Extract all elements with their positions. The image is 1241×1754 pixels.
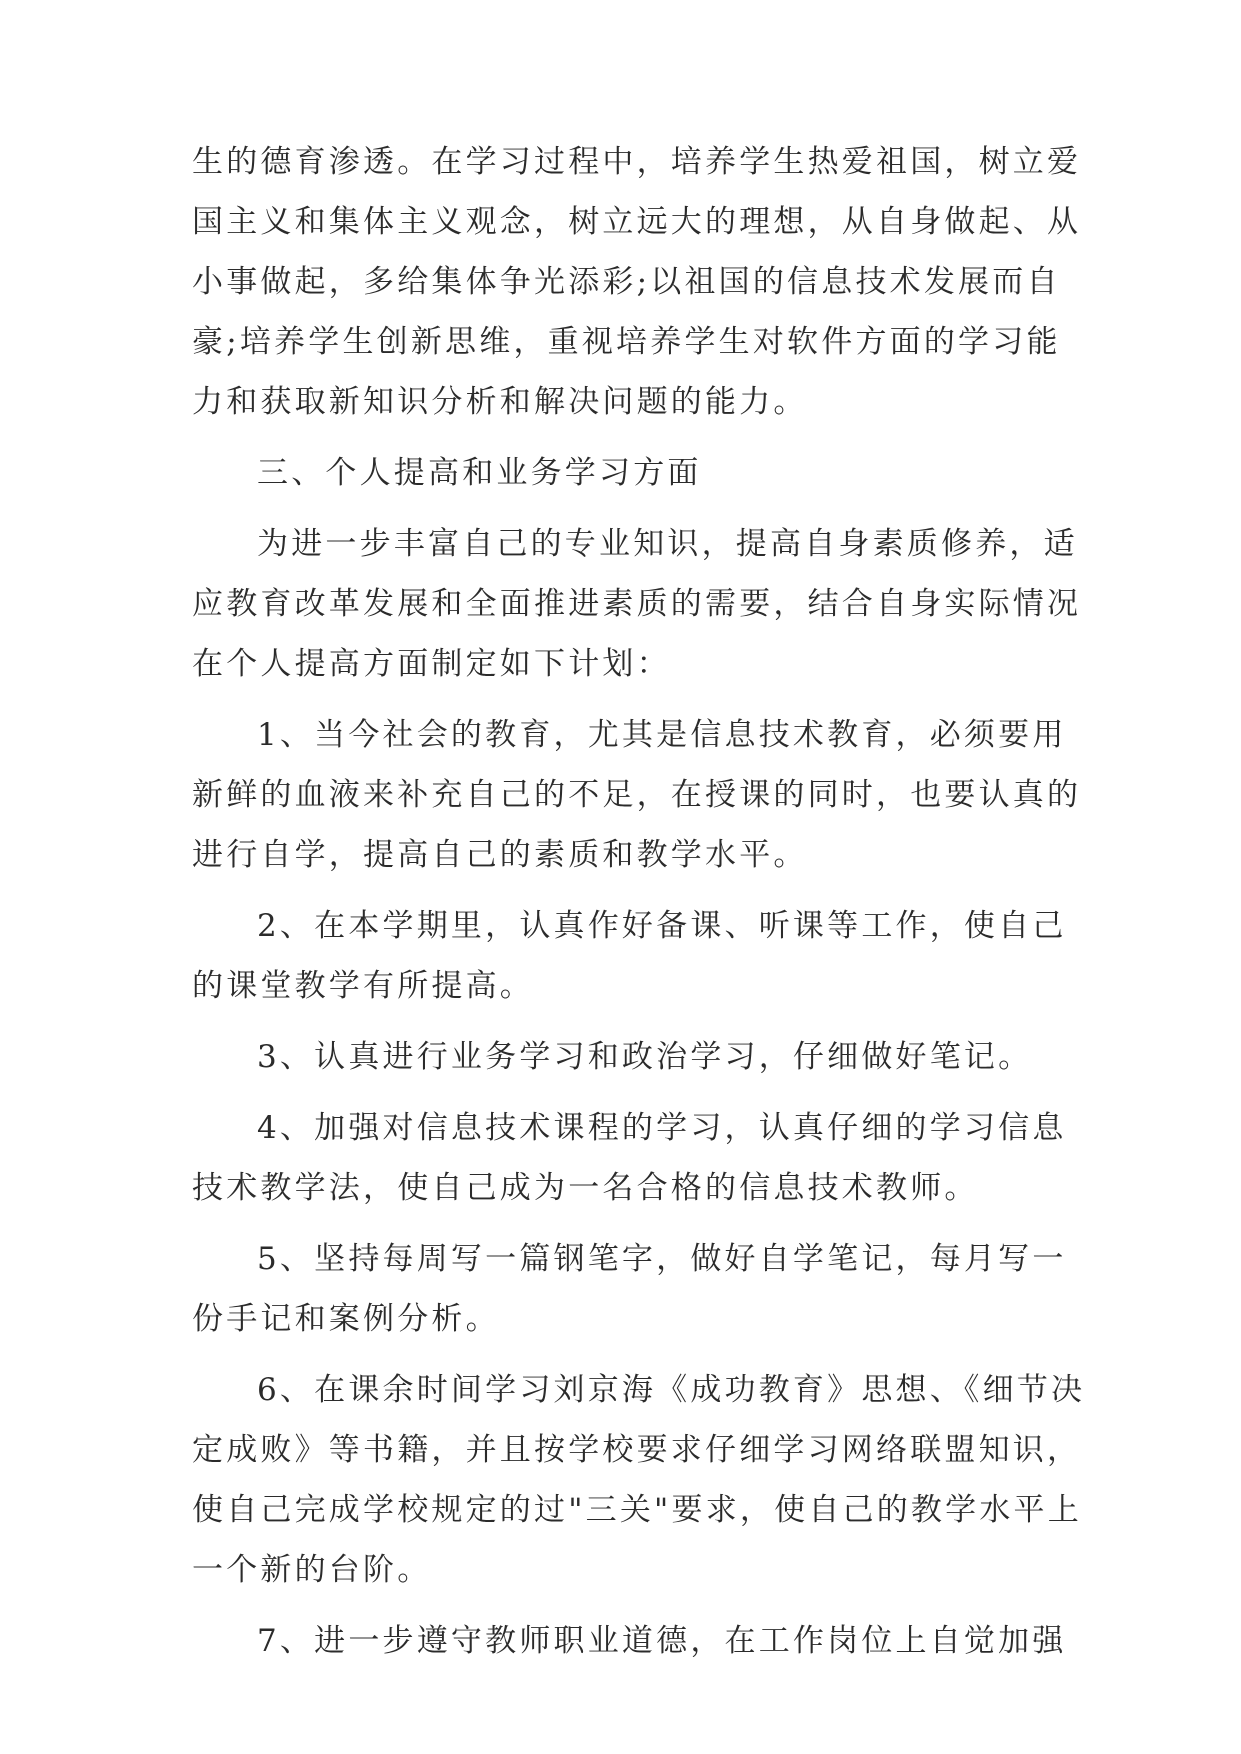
text-line-11: 新鲜的血液来补充自己的不足，在授课的同时，也要认真的 (192, 777, 1082, 813)
text-line-7: 为进一步丰富自己的专业知识，提高自身素质修养，适 (257, 526, 1078, 562)
text-line-20: 6、在课余时间学习刘京海《成功教育》思想、《细节决 (257, 1372, 1086, 1408)
text-line-21: 定成败》等书籍，并且按学校要求仔细学习网络联盟知识， (192, 1432, 1082, 1468)
section-heading: 三、个人提高和业务学习方面 (257, 455, 702, 491)
document-page (192, 144, 1086, 1659)
text-line-14: 的课堂教学有所提高。 (192, 968, 534, 1004)
text-line-3: 小事做起，多给集体争光添彩;以祖国的信息技术发展而自 (192, 264, 1061, 300)
text-line-4: 豪;培养学生创新思维，重视培养学生对软件方面的学习能 (192, 324, 1061, 360)
text-line-1: 生的德育渗透。在学习过程中，培养学生热爱祖国，树立爱 (192, 144, 1082, 180)
text-line-15: 3、认真进行业务学习和政治学习，仔细做好笔记。 (257, 1039, 1033, 1075)
text-line-19: 份手记和案例分析。 (192, 1301, 500, 1337)
text-line-5: 力和获取新知识分析和解决问题的能力。 (192, 384, 808, 420)
text-line-8: 应教育改革发展和全面推进素质的需要，结合自身实际情况 (192, 586, 1082, 622)
text-line-10: 1、当今社会的教育，尤其是信息技术教育，必须要用 (257, 717, 1067, 753)
text-line-12: 进行自学，提高自己的素质和教学水平。 (192, 837, 808, 873)
text-line-9: 在个人提高方面制定如下计划： (192, 646, 671, 682)
text-line-2: 国主义和集体主义观念，树立远大的理想，从自身做起、从 (192, 204, 1082, 240)
text-line-18: 5、坚持每周写一篇钢笔字，做好自学笔记，每月写一 (257, 1241, 1067, 1277)
text-line-16: 4、加强对信息技术课程的学习，认真仔细的学习信息 (257, 1110, 1067, 1146)
text-line-22: 使自己完成学校规定的过"三关"要求，使自己的教学水平上 (192, 1492, 1082, 1528)
text-line-17: 技术教学法，使自己成为一名合格的信息技术教师。 (192, 1170, 979, 1206)
text-line-13: 2、在本学期里，认真作好备课、听课等工作，使自己 (257, 908, 1067, 944)
text-line-23: 一个新的台阶。 (192, 1552, 432, 1588)
text-line-24: 7、进一步遵守教师职业道德，在工作岗位上自觉加强 (257, 1623, 1067, 1659)
